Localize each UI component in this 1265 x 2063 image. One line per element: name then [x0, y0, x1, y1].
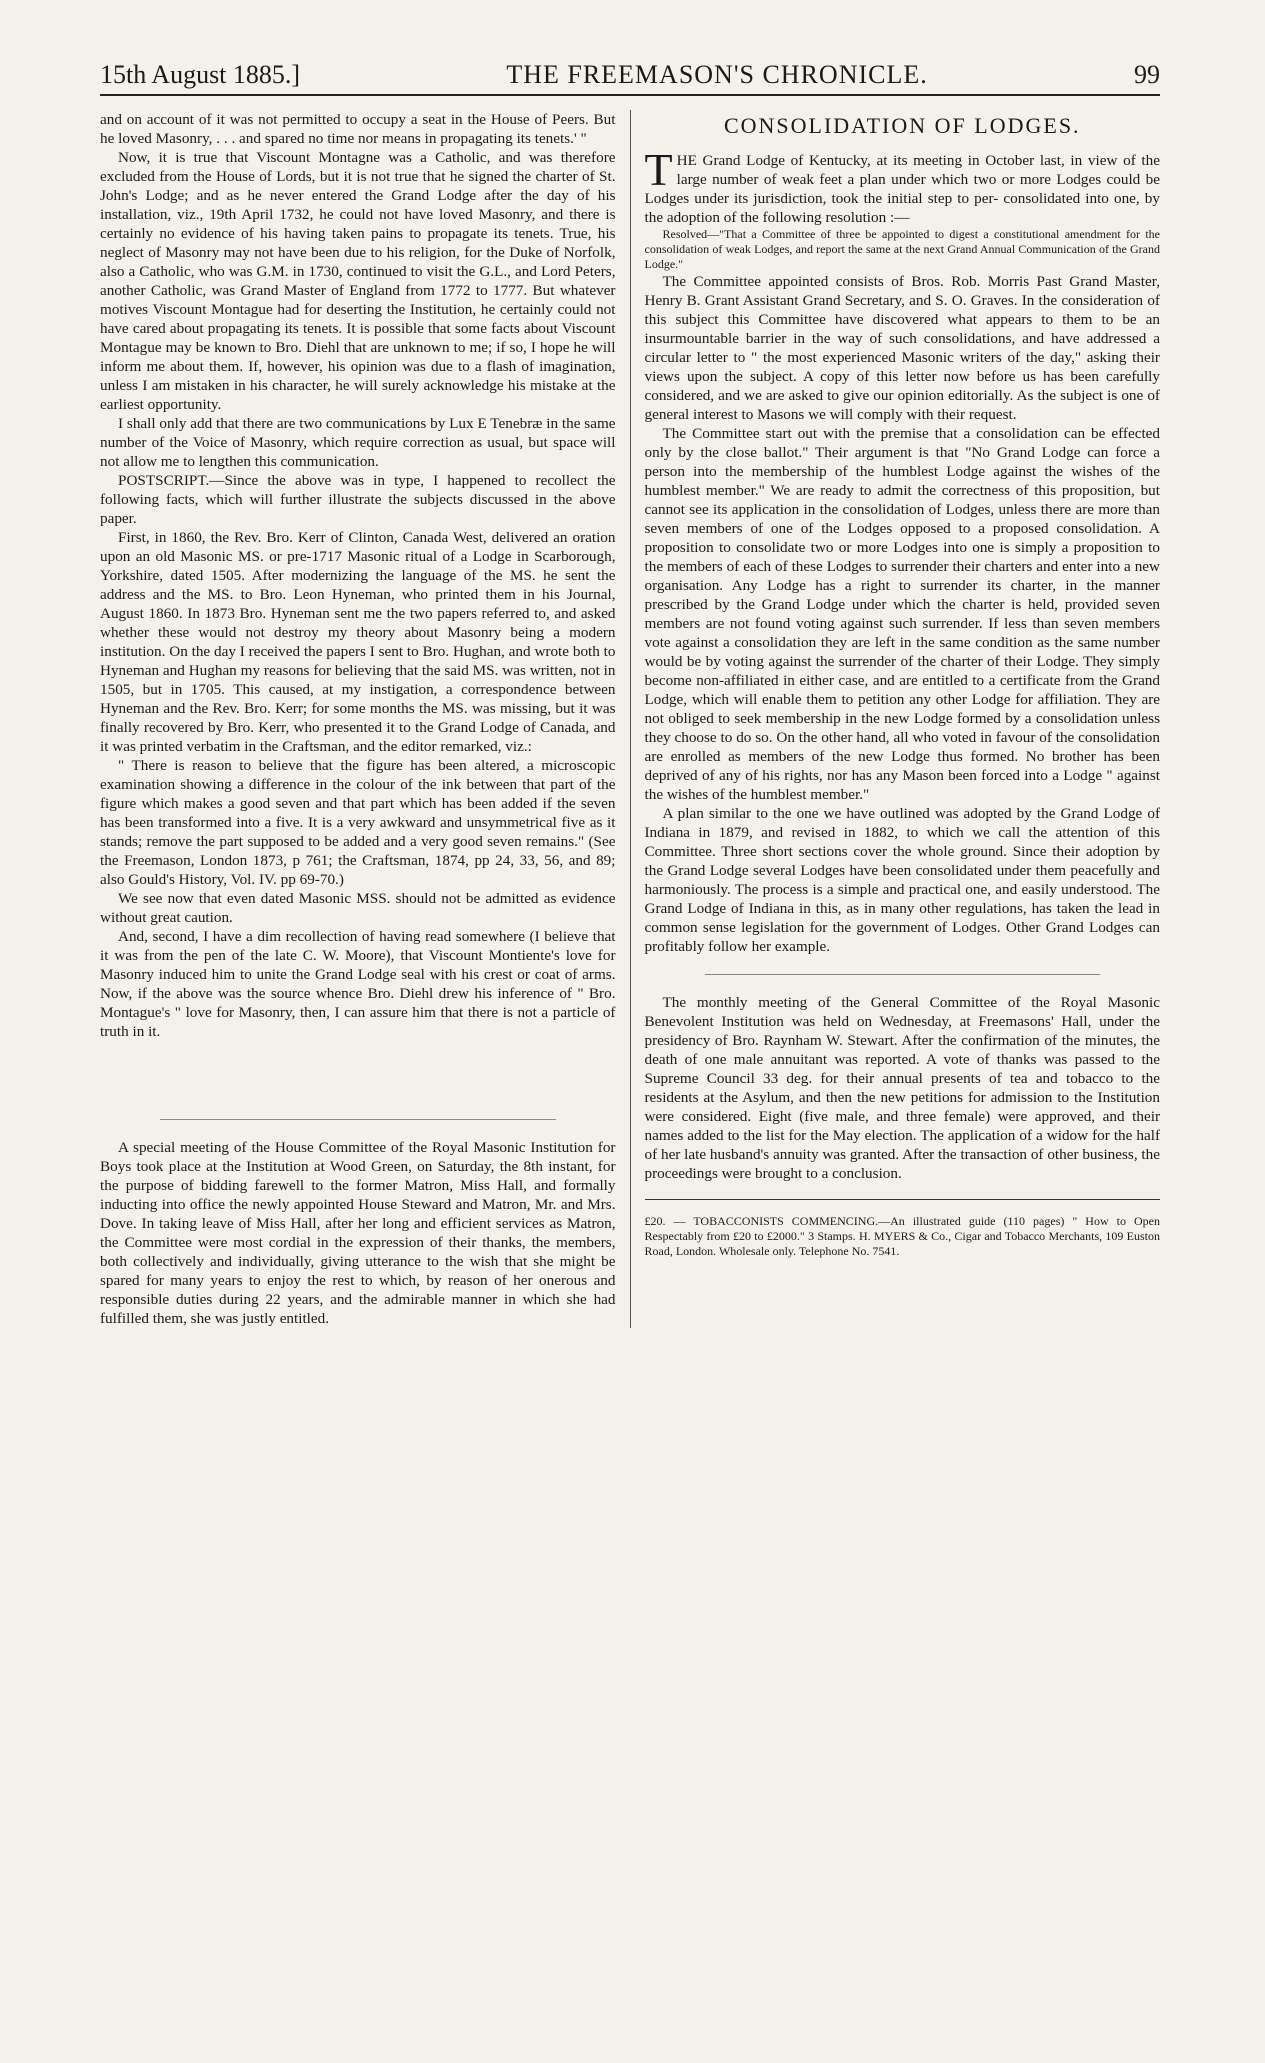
paragraph: We see now that even dated Masonic MSS. should not be admitted as evidence without great caution. [100, 890, 616, 926]
paragraph: " There is reason to believe that the figure has been altered, a microscopic examination showing a difference in the colour of the ink between that part of the figure which makes a good seven and that part which has been added if the seven has been transformed into a five. It is a very awkward and unsymmetrical five as it stands; remove the part supposed to be added and a very good seven remains." (See the Freemason, London 1873, p 761; the Craftsman, 1874, pp 24, 33, 56, and 89; also Gould's History, Vol. IV. pp 69-70.) [100, 757, 616, 888]
paragraph: and on account of it was not permitted to occupy a seat in the House of Peers. But he loved Masonry, . . . and spared no time nor means in propagating its tenets.' " [100, 111, 616, 147]
intro-text: HE Grand Lodge of Kentucky, at its meeting in October last, in view of the large number of weak feet a plan under which two or more Lodges could be Lodges under its jurisdiction, took the initial step to per- consolidated into one, by the adoption of the following resolution :— [644, 152, 1160, 226]
paragraph: First, in 1860, the Rev. Bro. Kerr of Clinton, Canada West, delivered an oration upon an old Masonic MS. or pre-1717 Masonic ritual of a Lodge in Scarborough, Yorkshire, dated 1505. After modernizing the language of the MS. he sent the address and the MS. to Bro. Leon Hyneman, who printed them in his Journal, August 1860. In 1873 Bro. Hyneman sent me the two papers referred to, and asked whether these would not destroy my theory about Masonry being a modern institution. On the day I received the papers I sent to Bro. Hughan, and wrote both to Hyneman and Hughan my reasons for believing that the said MS. was written, not in 1505, but in 1705. This caused, at my instigation, a correspondence between Hyneman and the Rev. Bro. Kerr; for some months the MS. was missing, but it was finally recovered by Bro. Kerr, who presented it to the Grand Lodge of Canada, and it was printed verbatim in the Craftsman, and the editor remarked, viz.: [100, 529, 616, 755]
article-divider [160, 1119, 556, 1120]
paragraph: I shall only add that there are two communications by Lux E Tenebræ in the same number of the Voice of Masonry, which require correction as usual, but space will not allow me to lengthen this communication. [100, 415, 616, 470]
right-column [645, 110, 1161, 1328]
intro-paragraph [644, 144, 1161, 227]
drop-cap: T [644, 144, 673, 195]
left-column [100, 110, 616, 1328]
benevolent-article: The monthly meeting of the General Committee of the Royal Masonic Benevolent Institution was held on Wednesday, at Freemasons' Hall, under the presidency of Bro. Raynham W. Stewart. After the confirmation of the minutes, the death of one male annuitant was reported. A vote of thanks was passed to the Supreme Council 33 deg. for their annual presents of tea and tobacco to the residents at the Asylum, and then the new petitions for admission to the Institution were considered. Eight (five male, and three female) were approved, and their names added to the list for the May election. The application of a widow for the half of her late husband's annuity was granted. After the transaction of other business, the proceedings were brought to a conclusion. [644, 994, 1160, 1182]
paragraph: And, second, I have a dim recollection of having read somewhere (I believe that it was from the pen of the late C. W. Moore), that Viscount Montiente's love for Masonry induced him to unite the Grand Lodge seal with his crest or coat of arms. Now, if the above was the source whence Bro. Diehl drew his inference of " Bro. Montague's " love for Masonry, then, I can assure him that there is not a particle of truth in it. [100, 928, 616, 1040]
newspaper-page [100, 60, 1160, 2040]
issue-date: 15th August 1885.] [100, 60, 301, 89]
section-title: CONSOLIDATION OF LODGES. [723, 113, 1081, 138]
page-header [100, 60, 1160, 96]
boys-institution-article: A special meeting of the House Committee of the Royal Masonic Institution for Boys took place at the Institution at Wood Green, on Saturday, the 8th instant, for the purpose of bidding farewell to the former Matron, Miss Hall, and formally inducting into office the newly appointed House Steward and Matron, Mr. and Mrs. Dove. In taking leave of Miss Hall, after her long and efficient services as Matron, the Committee were most cordial in the expression of their thanks, the members, both collectively and individually, giving utterance to the wish that she might be spared for many years to enjoy the rest to which, by reason of her onerous and responsible duties during 22 years, and the admirable manner in which she had fulfilled them, she was justly entitled. [100, 1139, 616, 1327]
article-divider [705, 974, 1101, 975]
page-number: 99 [1133, 60, 1160, 89]
resolution-text: Resolved—"That a Committee of three be appointed to digest a constitutional amendment for the consolidation of weak Lodges, and report the same at the next Grand Annual Communication of the Grand Lodge." [644, 227, 1160, 271]
paragraph: The Committee start out with the premise that a consolidation can be effected only by the close ballot." Their argument is that "No Grand Lodge can force a person into the membership of the humblest Lodge against the wishes of the humblest member." We are ready to admit the correctness of this proposition, but cannot see its application in the consolidation of Lodges, unless there are more than seven members of one of the Lodges opposed to a proposed consolidation. A proposition to consolidate two or more Lodges into one is simply a proposition to the members of each of these Lodges to surrender their charters and enter into a new organisation. Any Lodge has a right to surrender its charter, in the manner prescribed by the Grand Lodge under which the charter is held, provided seven members are not found voting against such surrender. If less than seven members vote against a consolidation they are left in the same condition as the same number would be by voting against the surrender of the charter of their Lodge. They simply become non-affiliated in either case, and are entitled to a certificate from the Grand Lodge, which will enable them to petition any other Lodge for affiliation. They are not obliged to seek membership in the new Lodge formed by a consolidation unless they choose to do so. On the other hand, all who voted in favour of the consolidation are enrolled as members of the new Lodge thus formed. No brother has been deprived of any of his rights, nor has any Mason been forced into a Lodge " against the wishes of the humblest member." [644, 425, 1160, 803]
paragraph: A plan similar to the one we have outlined was adopted by the Grand Lodge of Indiana in 1879, and revised in 1882, to which we call the attention of this Committee. Three short sections cover the whole ground. Since their adoption by the Grand Lodge several Lodges have been consolidated under them peacefully and harmoniously. The process is a simple and practical one, and easily understood. The Grand Lodge of Indiana in this, as in many other regulations, has taken the lead in common sense legislation for the government of Lodges. Other Grand Lodges can profitably follow her example. [644, 805, 1160, 955]
paragraph: The Committee appointed consists of Bros. Rob. Morris Past Grand Master, Henry B. Grant Assistant Grand Secretary, and S. O. Graves. In the consideration of this subject this Committee have discovered what appears to them to be an insurmountable barrier in the way of such consolidations, and have addressed a circular letter to " the most experienced Masonic writers of the day," asking their views upon the subject. A copy of this letter now before us has been carefully considered, and we are asked to give our opinion editorially. As the subject is one of general interest to Masons we will comply with their request. [644, 273, 1160, 423]
paragraph: POSTSCRIPT.—Since the above was in type, I happened to recollect the following facts, which will further illustrate the subjects discussed in the above paper. [100, 472, 616, 527]
publication-title: THE FREEMASON'S CHRONICLE. [506, 60, 928, 89]
column-rule [630, 110, 631, 1328]
advertisement: £20. — TOBACCONISTS COMMENCING.—An illustrated guide (110 pages) " How to Open Respectably from £20 to £2000." 3 Stamps. H. MYERS & Co., Cigar and Tobacco Merchants, 109 Euston Road, London. Wholesale only. Telephone No. 7541. [645, 1199, 1161, 1259]
paragraph: Now, it is true that Viscount Montagne was a Catholic, and was therefore excluded from the House of Lords, but it is not true that he signed the charter of St. John's Lodge; and as he never entered the Grand Lodge after the day of his installation, viz., 19th April 1732, he could not have loved Masonry, and there is certainly no evidence of his having taken pains to propagate its tenets. True, his neglect of Masonry may not have been due to his religion, for the Duke of Norfolk, also a Catholic, who was G.M. in 1730, continued to visit the G.L., and Lord Peters, another Catholic, was Grand Master of England from 1772 to 1777. But whatever motives Viscount Montague had for deserting the Institution, he certainly could not have cared about propagating its tenets. It is possible that some facts about Viscount Montague may be known to Bro. Diehl that are unknown to me; if so, I hope he will inform me about them. If, however, his opinion was due to a flash of imagination, unless I am mistaken in his character, he will surely acknowledge his mistake at the earliest opportunity. [100, 149, 616, 413]
